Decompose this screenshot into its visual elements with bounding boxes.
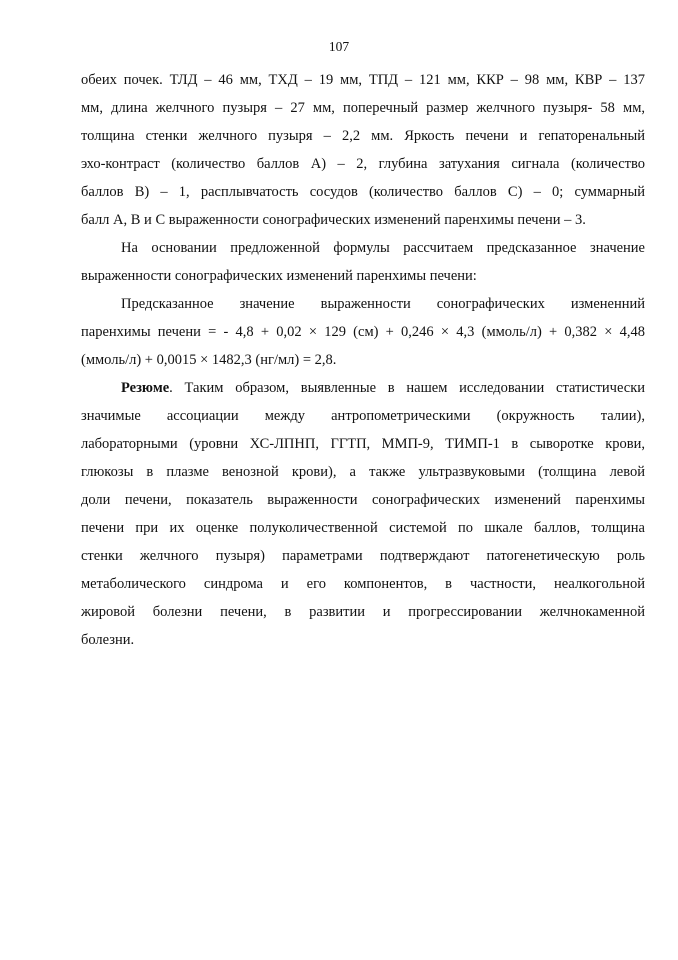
paragraph-3-line-1: Предсказанное значение выраженности сонографических измененний	[121, 296, 645, 312]
summary-line-6: печени при их оценке полуколичественной системой по шкале баллов, толщина	[81, 520, 645, 536]
paragraph-3-line-3: (ммоль/л) + 0,0015 × 1482,3 (нг/мл) = 2,8.	[81, 352, 337, 368]
paragraph-1-line-1: обеих почек. ТЛД – 46 мм, ТХД – 19 мм, ТПД – 121 мм, ККР – 98 мм, КВР – 137	[81, 72, 645, 88]
paragraph-2-line-1: На основании предложенной формулы рассчитаем предсказанное значение	[121, 240, 645, 256]
summary-line-4: глюкозы в плазме венозной крови), а также ультразвуковыми (толщина левой	[81, 464, 645, 480]
page-number: 107	[328, 39, 350, 54]
summary-line-5: доли печени, показатель выраженности сонографических изменений паренхимы	[81, 492, 645, 508]
summary-line-10: болезни.	[81, 632, 135, 648]
paragraph-1-line-5: баллов В) – 1, расплывчатость сосудов (количество баллов С) – 0; суммарный	[81, 184, 645, 200]
paragraph-1-line-6: балл А, В и С выраженности сонографических изменений паренхимы печени – 3.	[81, 212, 586, 228]
paragraph-1-line-2: мм, длина желчного пузыря – 27 мм, поперечный размер желчного пузыря- 58 мм,	[81, 100, 645, 116]
summary-line-3: лабораторными (уровни ХС-ЛПНП, ГГТП, ММП-9, ТИМП-1 в сыворотке крови,	[81, 436, 645, 452]
paragraph-1-line-3: толщина стенки желчного пузыря – 2,2 мм. Яркость печени и гепаторенальный	[81, 128, 645, 144]
summary-line-1	[121, 378, 645, 398]
paragraph-3-line-2: паренхимы печени = - 4,8 + 0,02 × 129 (см) + 0,246 × 4,3 (ммоль/л) + 0,382 × 4,48	[81, 324, 645, 340]
paragraph-2-line-2: выраженности сонографических изменений паренхимы печени:	[81, 268, 477, 284]
summary-line-8: метаболического синдрома и его компонентов, в частности, неалкогольной	[81, 576, 645, 592]
summary-line-7: стенки желчного пузыря) параметрами подтверждают патогенетическую роль	[81, 548, 645, 564]
summary-line-9: жировой болезни печени, в развитии и прогрессировании желчнокаменной	[81, 604, 645, 620]
summary-line-1-text: . Таким образом, выявленные в нашем исследовании статистически	[169, 380, 645, 396]
paragraph-1-line-4: эхо-контраст (количество баллов А) – 2, глубина затухания сигнала (количество	[81, 156, 645, 172]
summary-line-2: значимые ассоциации между антропометрическими (окружность талии),	[81, 408, 645, 424]
summary-heading: Резюме	[121, 380, 170, 396]
